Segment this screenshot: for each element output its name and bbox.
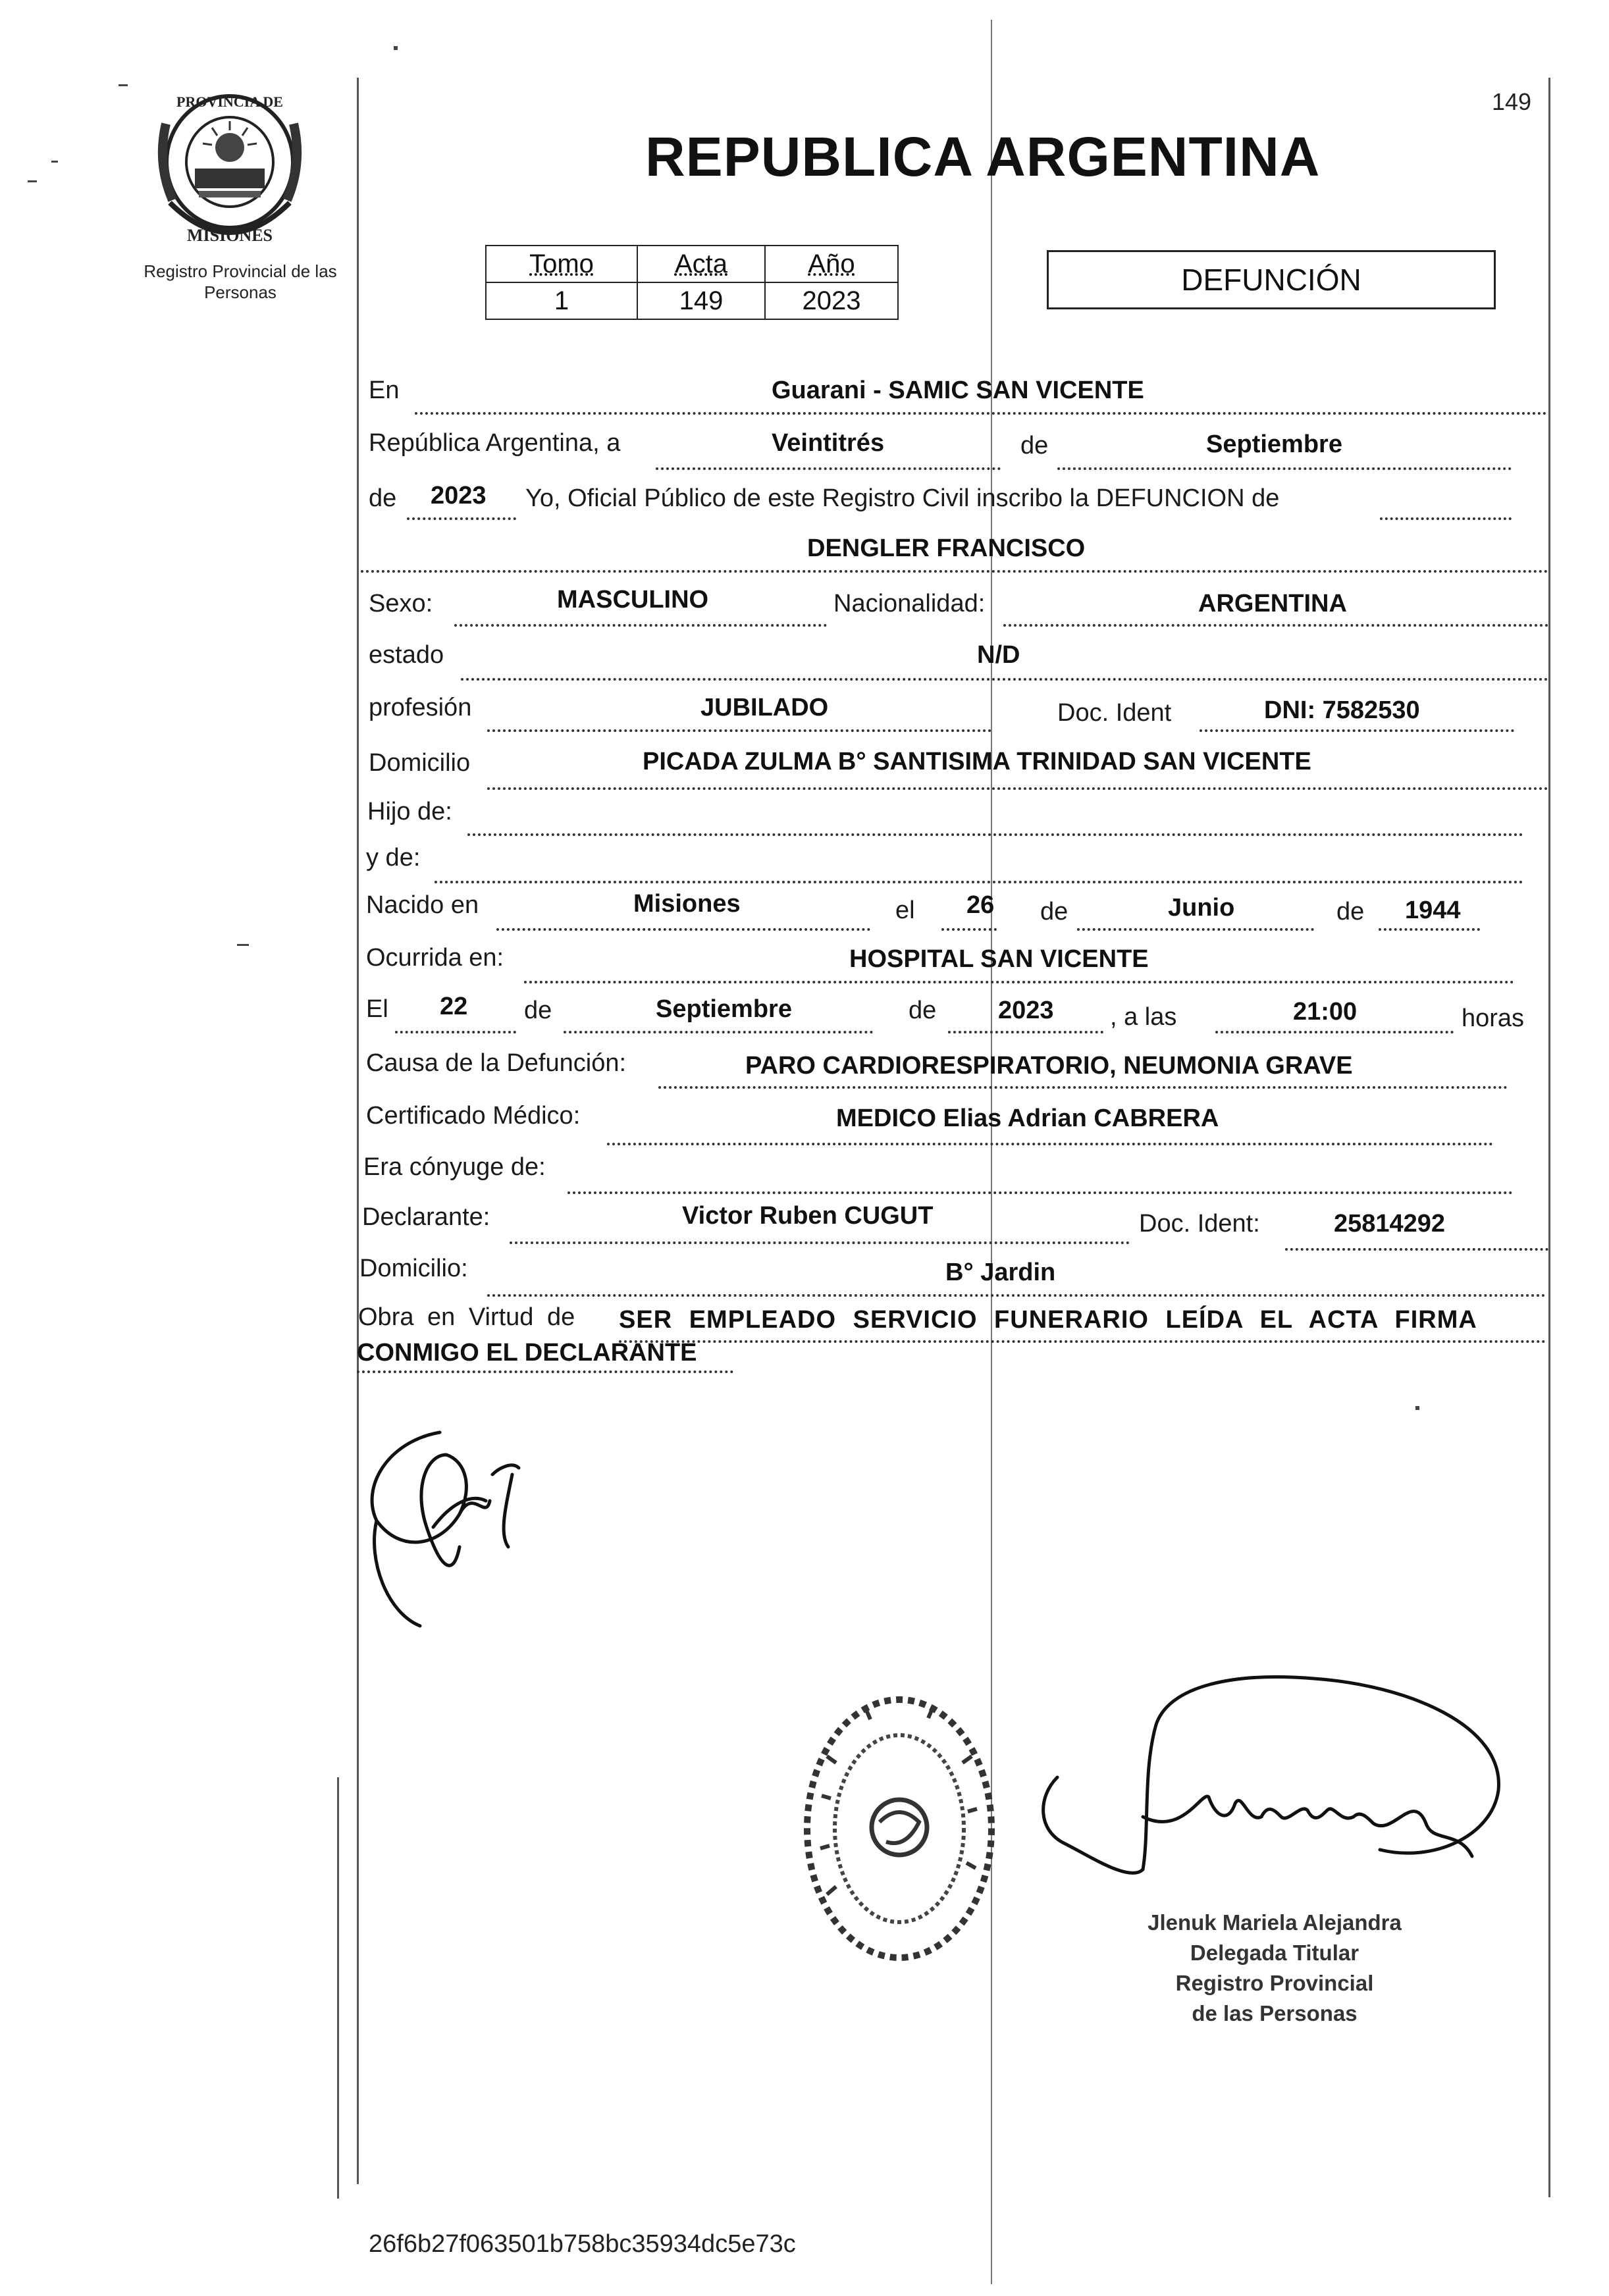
sexo-value: MASCULINO (557, 586, 709, 613)
document-type-label: DEFUNCIÓN (1181, 263, 1361, 297)
declarante-label: Declarante: (362, 1203, 490, 1231)
el2-label: El (366, 995, 388, 1023)
fallecido-dotted-line (361, 570, 1548, 573)
scan-speck (51, 161, 58, 163)
declarante-dotted-line (510, 1241, 1130, 1244)
doc-ident-value: DNI: 7582530 (1264, 696, 1420, 724)
de-label: de (1020, 432, 1049, 459)
estado-dotted-line (461, 678, 1548, 681)
page-number: 149 (1492, 88, 1532, 115)
scan-speck (119, 84, 128, 86)
tomo-value: 1 (486, 282, 637, 319)
hijo-de-label: Hijo de: (367, 798, 452, 825)
official-signature (1011, 1672, 1512, 1935)
def-mes-dotted-line (564, 1031, 873, 1033)
nacionalidad-value: ARGENTINA (1198, 590, 1347, 617)
def-anio-value: 2023 (998, 997, 1054, 1024)
obra-value-1: SER EMPLEADO SERVICIO FUNERARIO LEÍDA EL ACTA FIRMA (619, 1306, 1477, 1334)
yo-label: Yo, Oficial Público de este Registro Civil inscribo la DEFUNCION de (525, 484, 1280, 512)
domicilio2-dotted-line (487, 1294, 1546, 1297)
def-hora-dotted-line (1215, 1031, 1454, 1033)
causa-dotted-line-b (658, 1086, 1508, 1089)
nac-dia-value: 26 (966, 891, 995, 919)
causa-label: Causa de la Defunción: (366, 1049, 627, 1077)
nac-dia-dotted-line (941, 928, 997, 931)
y-de-dotted-line (435, 881, 1523, 883)
doc-ident-dotted-line (1200, 729, 1514, 732)
profesion-label: profesión (369, 694, 472, 721)
registry-ink-seal (787, 1677, 1011, 1980)
en-dotted-line (415, 412, 1547, 415)
nacionalidad-label: Nacionalidad: (833, 590, 986, 617)
anio-value: 2023 (765, 282, 898, 319)
declarant-signature (361, 1415, 545, 1639)
dia-dotted-line (656, 467, 1001, 470)
conyuge-label: Era cónyuge de: (363, 1153, 546, 1181)
nacido-en-value: Misiones (633, 890, 741, 918)
ocurrida-en-dotted-line (524, 981, 1514, 983)
ocurrida-en-label: Ocurrida en: (366, 944, 504, 972)
en-label: En (369, 377, 400, 404)
dia-value: Veintitrés (772, 429, 885, 457)
en-value: Guarani - SAMIC SAN VICENTE (772, 377, 1144, 404)
left-margin-line (357, 78, 359, 2184)
svg-text:PROVINCIA DE: PROVINCIA DE (176, 93, 283, 110)
domicilio2-label: Domicilio: (359, 1255, 468, 1282)
conyuge-dotted-line (567, 1191, 1513, 1194)
domicilio2-value: B° Jardin (945, 1259, 1056, 1286)
horas-label: horas (1462, 1004, 1525, 1032)
def-de-label: de (524, 997, 552, 1024)
certificado-value: MEDICO Elias Adrian CABRERA (836, 1105, 1219, 1132)
official-office-2: de las Personas (1192, 2001, 1358, 2025)
scan-speck (237, 944, 249, 946)
official-office: Registro Provincial (1175, 1971, 1374, 1995)
def-anio-dotted-line (948, 1031, 1103, 1033)
anio-value: 2023 (431, 482, 487, 509)
doc-ident-label: Doc. Ident (1057, 699, 1172, 727)
estado-value: N/D (977, 641, 1020, 669)
scan-speck (394, 46, 398, 50)
yo-dotted-line (1380, 517, 1512, 520)
doc2-label: Doc. Ident: (1139, 1210, 1260, 1238)
nacido-en-label: Nacido en (366, 891, 479, 919)
page-title: REPUBLICA ARGENTINA (645, 126, 1321, 188)
svg-text:MISIONES: MISIONES (186, 226, 273, 245)
certificado-label: Certificado Médico: (366, 1102, 581, 1130)
official-stamp (1110, 1908, 1439, 2029)
el-label: el (895, 897, 915, 924)
nac-de-label: de (1040, 898, 1068, 926)
nacionalidad-dotted-line (1003, 624, 1548, 627)
domicilio-value: PICADA ZULMA B° SANTISIMA TRINIDAD SAN VICENTE (643, 748, 1311, 775)
obra-dotted-line (619, 1340, 1546, 1343)
obra-dotted-line-2 (357, 1370, 733, 1373)
provincial-seal (144, 84, 316, 255)
def-de2-label: de (909, 997, 937, 1024)
scan-speck (1415, 1406, 1419, 1410)
domicilio-dotted-line (487, 787, 1548, 790)
right-margin-line (1548, 78, 1550, 2197)
hijo-de-dotted-line (467, 833, 1523, 836)
official-name: Jlenuk Mariela Alejandra (1147, 1910, 1402, 1935)
nac-mes-value: Junio (1168, 894, 1235, 922)
republica-label: República Argentina, a (369, 429, 621, 457)
tomo-acta-anio-table (485, 245, 899, 320)
acta-header: Acta (674, 249, 728, 278)
def-mes-value: Septiembre (656, 995, 792, 1023)
doc2-dotted-line (1285, 1248, 1548, 1251)
nac-anio-dotted-line (1379, 928, 1480, 931)
scan-speck (28, 180, 37, 182)
nac-anio-value: 1944 (1405, 897, 1461, 924)
nac-de2-label: de (1336, 898, 1365, 926)
sexo-label: Sexo: (369, 590, 433, 617)
official-position: Delegada Titular (1190, 1941, 1359, 1965)
profesion-value: JUBILADO (700, 694, 829, 721)
mes-value: Septiembre (1206, 430, 1342, 458)
de2-label: de (369, 484, 397, 512)
document-hash: 26f6b27f063501b758bc35934dc5e73c (369, 2230, 796, 2258)
causa-value: PARO CARDIORESPIRATORIO, NEUMONIA GRAVE (745, 1052, 1353, 1080)
y-de-label: y de: (366, 844, 421, 872)
sexo-dotted-line (454, 624, 827, 627)
nac-mes-dotted-line (1077, 928, 1314, 931)
a-las-label: , a las (1110, 1003, 1177, 1031)
def-dia-value: 22 (440, 993, 468, 1020)
def-hora-value: 21:00 (1293, 998, 1358, 1026)
anio-dotted-line (407, 517, 516, 520)
certificado-dotted-line (607, 1143, 1493, 1145)
registro-provincial-label: Registro Provincial de las Personas (144, 261, 337, 302)
def-dia-dotted-line (395, 1031, 516, 1033)
obra-label: Obra en Virtud de (358, 1303, 575, 1331)
obra-value-2: CONMIGO EL DECLARANTE (357, 1339, 697, 1367)
ocurrida-en-value: HOSPITAL SAN VICENTE (849, 945, 1149, 973)
fallecido-value: DENGLER FRANCISCO (807, 535, 1086, 562)
declarante-value: Victor Ruben CUGUT (682, 1202, 934, 1230)
tomo-header: Tomo (529, 249, 594, 278)
left-margin-line-lower (337, 1777, 339, 2199)
profesion-dotted-line (487, 729, 991, 732)
estado-label: estado (369, 641, 444, 669)
domicilio-label: Domicilio (369, 749, 471, 777)
document-type-box (1047, 250, 1496, 309)
anio-header: Año (808, 249, 855, 278)
mes-dotted-line (1057, 467, 1512, 470)
acta-value: 149 (637, 282, 765, 319)
nacido-en-dotted-line (496, 928, 870, 931)
doc2-value: 25814292 (1334, 1210, 1446, 1238)
